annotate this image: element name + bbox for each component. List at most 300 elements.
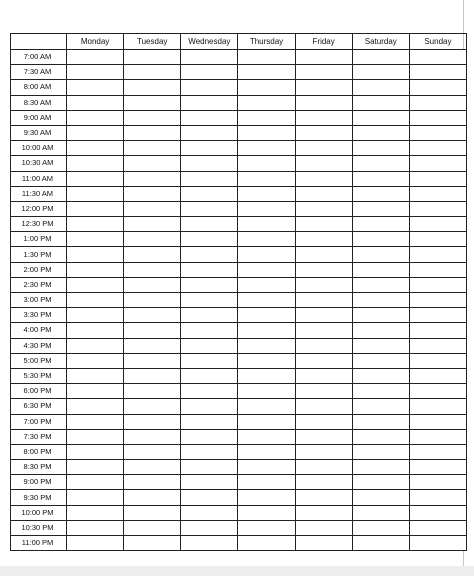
schedule-slot-cell[interactable] [238, 262, 295, 277]
schedule-slot-cell[interactable] [238, 475, 295, 490]
schedule-slot-cell[interactable] [67, 110, 124, 125]
schedule-slot-cell[interactable] [67, 232, 124, 247]
schedule-slot-cell[interactable] [238, 368, 295, 383]
schedule-slot-cell[interactable] [409, 141, 466, 156]
schedule-slot-cell[interactable] [181, 338, 238, 353]
schedule-slot-cell[interactable] [67, 308, 124, 323]
schedule-slot-cell[interactable] [352, 338, 409, 353]
schedule-slot-cell[interactable] [238, 50, 295, 65]
time-label: 9:00 AM [11, 110, 67, 125]
schedule-slot-cell[interactable] [352, 429, 409, 444]
schedule-slot-cell[interactable] [352, 323, 409, 338]
time-slot-row [11, 262, 467, 277]
schedule-slot-cell[interactable] [124, 65, 181, 80]
schedule-slot-cell[interactable] [181, 95, 238, 110]
schedule-slot-cell[interactable] [67, 65, 124, 80]
schedule-slot-cell[interactable] [124, 536, 181, 551]
schedule-slot-cell[interactable] [295, 384, 352, 399]
schedule-slot-cell[interactable] [409, 201, 466, 216]
schedule-slot-cell[interactable] [352, 262, 409, 277]
schedule-slot-cell[interactable] [295, 65, 352, 80]
schedule-slot-cell[interactable] [181, 110, 238, 125]
time-slot-row [11, 353, 467, 368]
schedule-slot-cell[interactable] [409, 505, 466, 520]
schedule-slot-cell[interactable] [238, 414, 295, 429]
schedule-slot-cell[interactable] [124, 384, 181, 399]
schedule-slot-cell[interactable] [124, 520, 181, 535]
schedule-slot-cell[interactable] [409, 277, 466, 292]
schedule-slot-cell[interactable] [352, 171, 409, 186]
time-slot-row [11, 247, 467, 262]
time-slot-row [11, 475, 467, 490]
schedule-slot-cell[interactable] [181, 429, 238, 444]
schedule-slot-cell[interactable] [181, 125, 238, 140]
schedule-slot-cell[interactable] [67, 353, 124, 368]
schedule-slot-cell[interactable] [238, 277, 295, 292]
schedule-slot-cell[interactable] [295, 277, 352, 292]
page-bottom-band [0, 566, 474, 576]
schedule-slot-cell[interactable] [238, 444, 295, 459]
schedule-slot-cell[interactable] [181, 353, 238, 368]
schedule-slot-cell[interactable] [67, 323, 124, 338]
schedule-slot-cell[interactable] [295, 293, 352, 308]
schedule-slot-cell[interactable] [124, 338, 181, 353]
schedule-slot-cell[interactable] [238, 125, 295, 140]
schedule-slot-cell[interactable] [181, 232, 238, 247]
time-label: 7:30 AM [11, 65, 67, 80]
schedule-slot-cell[interactable] [181, 277, 238, 292]
day-header-thursday: Thursday [238, 34, 295, 50]
schedule-slot-cell[interactable] [238, 95, 295, 110]
time-label: 6:30 PM [11, 399, 67, 414]
schedule-slot-cell[interactable] [409, 520, 466, 535]
schedule-slot-cell[interactable] [124, 490, 181, 505]
schedule-slot-cell[interactable] [352, 384, 409, 399]
schedule-slot-cell[interactable] [295, 110, 352, 125]
schedule-slot-cell[interactable] [67, 338, 124, 353]
schedule-slot-cell[interactable] [124, 475, 181, 490]
schedule-slot-cell[interactable] [352, 399, 409, 414]
schedule-slot-cell[interactable] [67, 384, 124, 399]
schedule-slot-cell[interactable] [295, 368, 352, 383]
schedule-slot-cell[interactable] [67, 156, 124, 171]
schedule-slot-cell[interactable] [124, 399, 181, 414]
schedule-slot-cell[interactable] [238, 232, 295, 247]
schedule-slot-cell[interactable] [238, 217, 295, 232]
schedule-slot-cell[interactable] [409, 232, 466, 247]
schedule-slot-cell[interactable] [124, 141, 181, 156]
schedule-slot-cell[interactable] [352, 520, 409, 535]
schedule-slot-cell[interactable] [238, 65, 295, 80]
corner-cell [11, 34, 67, 50]
time-label: 9:30 AM [11, 125, 67, 140]
schedule-slot-cell[interactable] [67, 444, 124, 459]
schedule-slot-cell[interactable] [181, 475, 238, 490]
schedule-slot-cell[interactable] [124, 308, 181, 323]
schedule-slot-cell[interactable] [67, 50, 124, 65]
schedule-slot-cell[interactable] [181, 171, 238, 186]
schedule-slot-cell[interactable] [352, 110, 409, 125]
schedule-body [11, 50, 467, 551]
time-label: 3:30 PM [11, 308, 67, 323]
schedule-slot-cell[interactable] [409, 429, 466, 444]
time-slot-row [11, 293, 467, 308]
schedule-slot-cell[interactable] [295, 141, 352, 156]
schedule-slot-cell[interactable] [352, 201, 409, 216]
schedule-slot-cell[interactable] [238, 399, 295, 414]
schedule-slot-cell[interactable] [238, 384, 295, 399]
schedule-slot-cell[interactable] [181, 323, 238, 338]
schedule-slot-cell[interactable] [352, 141, 409, 156]
schedule-slot-cell[interactable] [295, 80, 352, 95]
schedule-slot-cell[interactable] [295, 505, 352, 520]
schedule-slot-cell[interactable] [409, 338, 466, 353]
schedule-slot-cell[interactable] [295, 201, 352, 216]
schedule-slot-cell[interactable] [124, 414, 181, 429]
schedule-slot-cell[interactable] [124, 277, 181, 292]
schedule-slot-cell[interactable] [67, 475, 124, 490]
schedule-slot-cell[interactable] [352, 156, 409, 171]
schedule-slot-cell[interactable] [181, 201, 238, 216]
schedule-slot-cell[interactable] [67, 277, 124, 292]
schedule-slot-cell[interactable] [181, 141, 238, 156]
day-header-tuesday: Tuesday [124, 34, 181, 50]
schedule-slot-cell[interactable] [295, 353, 352, 368]
schedule-slot-cell[interactable] [124, 186, 181, 201]
schedule-slot-cell[interactable] [181, 460, 238, 475]
schedule-slot-cell[interactable] [124, 201, 181, 216]
time-slot-row [11, 429, 467, 444]
schedule-slot-cell[interactable] [409, 186, 466, 201]
time-slot-row [11, 201, 467, 216]
time-slot-row [11, 460, 467, 475]
schedule-slot-cell[interactable] [409, 95, 466, 110]
schedule-slot-cell[interactable] [124, 125, 181, 140]
schedule-slot-cell[interactable] [295, 95, 352, 110]
schedule-slot-cell[interactable] [295, 414, 352, 429]
time-label: 10:00 AM [11, 141, 67, 156]
schedule-slot-cell[interactable] [181, 65, 238, 80]
schedule-slot-cell[interactable] [67, 80, 124, 95]
schedule-slot-cell[interactable] [295, 125, 352, 140]
schedule-slot-cell[interactable] [352, 308, 409, 323]
schedule-slot-cell[interactable] [295, 247, 352, 262]
time-label: 7:00 AM [11, 50, 67, 65]
schedule-slot-cell[interactable] [295, 399, 352, 414]
schedule-slot-cell[interactable] [181, 156, 238, 171]
schedule-slot-cell[interactable] [67, 490, 124, 505]
schedule-slot-cell[interactable] [352, 232, 409, 247]
schedule-slot-cell[interactable] [295, 536, 352, 551]
schedule-slot-cell[interactable] [295, 460, 352, 475]
time-slot-row [11, 232, 467, 247]
time-label: 2:00 PM [11, 262, 67, 277]
schedule-slot-cell[interactable] [238, 110, 295, 125]
schedule-slot-cell[interactable] [124, 50, 181, 65]
time-slot-row [11, 110, 467, 125]
schedule-slot-cell[interactable] [124, 293, 181, 308]
schedule-slot-cell[interactable] [352, 444, 409, 459]
day-header-wednesday: Wednesday [181, 34, 238, 50]
time-label: 5:00 PM [11, 353, 67, 368]
schedule-slot-cell[interactable] [352, 50, 409, 65]
schedule-slot-cell[interactable] [238, 505, 295, 520]
day-header-sunday: Sunday [409, 34, 466, 50]
time-label: 6:00 PM [11, 384, 67, 399]
time-label: 11:30 AM [11, 186, 67, 201]
schedule-slot-cell[interactable] [181, 444, 238, 459]
schedule-slot-cell[interactable] [352, 186, 409, 201]
schedule-slot-cell[interactable] [124, 460, 181, 475]
schedule-slot-cell[interactable] [238, 536, 295, 551]
schedule-slot-cell[interactable] [124, 262, 181, 277]
schedule-slot-cell[interactable] [238, 186, 295, 201]
schedule-slot-cell[interactable] [124, 429, 181, 444]
schedule-slot-cell[interactable] [181, 308, 238, 323]
time-slot-row [11, 444, 467, 459]
schedule-slot-cell[interactable] [124, 156, 181, 171]
schedule-slot-cell[interactable] [124, 80, 181, 95]
schedule-slot-cell[interactable] [409, 475, 466, 490]
time-slot-row [11, 217, 467, 232]
schedule-slot-cell[interactable] [124, 95, 181, 110]
schedule-slot-cell[interactable] [409, 262, 466, 277]
schedule-slot-cell[interactable] [181, 505, 238, 520]
time-label: 9:00 PM [11, 475, 67, 490]
time-slot-row [11, 171, 467, 186]
schedule-slot-cell[interactable] [238, 141, 295, 156]
schedule-slot-cell[interactable] [409, 80, 466, 95]
schedule-slot-cell[interactable] [295, 50, 352, 65]
schedule-slot-cell[interactable] [67, 171, 124, 186]
schedule-slot-cell[interactable] [124, 110, 181, 125]
schedule-slot-cell[interactable] [67, 141, 124, 156]
schedule-slot-cell[interactable] [295, 156, 352, 171]
time-slot-row [11, 323, 467, 338]
schedule-slot-cell[interactable] [238, 460, 295, 475]
schedule-slot-cell[interactable] [352, 460, 409, 475]
schedule-slot-cell[interactable] [124, 505, 181, 520]
schedule-slot-cell[interactable] [181, 368, 238, 383]
schedule-slot-cell[interactable] [295, 171, 352, 186]
schedule-slot-cell[interactable] [238, 338, 295, 353]
schedule-slot-cell[interactable] [409, 247, 466, 262]
time-slot-row [11, 80, 467, 95]
time-slot-row [11, 520, 467, 535]
time-slot-row [11, 399, 467, 414]
schedule-slot-cell[interactable] [295, 444, 352, 459]
schedule-slot-cell[interactable] [181, 293, 238, 308]
schedule-slot-cell[interactable] [238, 201, 295, 216]
schedule-slot-cell[interactable] [238, 156, 295, 171]
schedule-slot-cell[interactable] [409, 414, 466, 429]
schedule-slot-cell[interactable] [352, 125, 409, 140]
time-slot-row [11, 186, 467, 201]
schedule-slot-cell[interactable] [181, 262, 238, 277]
schedule-slot-cell[interactable] [409, 171, 466, 186]
weekly-schedule-table [10, 33, 467, 551]
schedule-slot-cell[interactable] [352, 475, 409, 490]
schedule-slot-cell[interactable] [181, 217, 238, 232]
schedule-slot-cell[interactable] [409, 536, 466, 551]
time-label: 9:30 PM [11, 490, 67, 505]
schedule-slot-cell[interactable] [238, 80, 295, 95]
schedule-slot-cell[interactable] [295, 475, 352, 490]
time-label: 7:30 PM [11, 429, 67, 444]
time-slot-row [11, 141, 467, 156]
schedule-slot-cell[interactable] [409, 125, 466, 140]
schedule-slot-cell[interactable] [409, 490, 466, 505]
time-label: 5:30 PM [11, 368, 67, 383]
schedule-slot-cell[interactable] [238, 247, 295, 262]
schedule-slot-cell[interactable] [352, 505, 409, 520]
schedule-slot-cell[interactable] [124, 217, 181, 232]
schedule-slot-cell[interactable] [409, 50, 466, 65]
schedule-slot-cell[interactable] [67, 429, 124, 444]
schedule-slot-cell[interactable] [352, 536, 409, 551]
schedule-slot-cell[interactable] [124, 171, 181, 186]
schedule-slot-cell[interactable] [352, 247, 409, 262]
time-slot-row [11, 536, 467, 551]
schedule-slot-cell[interactable] [409, 293, 466, 308]
schedule-slot-cell[interactable] [67, 293, 124, 308]
schedule-slot-cell[interactable] [67, 520, 124, 535]
schedule-slot-cell[interactable] [181, 520, 238, 535]
schedule-slot-cell[interactable] [124, 353, 181, 368]
schedule-slot-cell[interactable] [352, 414, 409, 429]
schedule-slot-cell[interactable] [295, 429, 352, 444]
schedule-slot-cell[interactable] [295, 338, 352, 353]
schedule-slot-cell[interactable] [409, 399, 466, 414]
schedule-slot-cell[interactable] [124, 323, 181, 338]
schedule-slot-cell[interactable] [238, 520, 295, 535]
time-slot-row [11, 65, 467, 80]
day-header-friday: Friday [295, 34, 352, 50]
time-label: 11:00 AM [11, 171, 67, 186]
schedule-slot-cell[interactable] [238, 323, 295, 338]
schedule-slot-cell[interactable] [295, 490, 352, 505]
day-header-saturday: Saturday [352, 34, 409, 50]
schedule-slot-cell[interactable] [67, 460, 124, 475]
schedule-slot-cell[interactable] [67, 125, 124, 140]
schedule-slot-cell[interactable] [67, 414, 124, 429]
schedule-slot-cell[interactable] [352, 277, 409, 292]
time-slot-row [11, 308, 467, 323]
schedule-slot-cell[interactable] [67, 368, 124, 383]
schedule-slot-cell[interactable] [181, 490, 238, 505]
schedule-slot-cell[interactable] [295, 308, 352, 323]
schedule-slot-cell[interactable] [409, 444, 466, 459]
schedule-slot-cell[interactable] [295, 232, 352, 247]
schedule-slot-cell[interactable] [181, 414, 238, 429]
schedule-slot-cell[interactable] [181, 384, 238, 399]
time-label: 3:00 PM [11, 293, 67, 308]
schedule-slot-cell[interactable] [67, 201, 124, 216]
time-slot-row [11, 95, 467, 110]
schedule-slot-cell[interactable] [409, 460, 466, 475]
schedule-slot-cell[interactable] [181, 50, 238, 65]
time-label: 12:30 PM [11, 217, 67, 232]
schedule-slot-cell[interactable] [409, 308, 466, 323]
time-label: 8:30 AM [11, 95, 67, 110]
schedule-slot-cell[interactable] [409, 217, 466, 232]
schedule-slot-cell[interactable] [295, 262, 352, 277]
time-slot-row [11, 490, 467, 505]
time-label: 1:30 PM [11, 247, 67, 262]
schedule-slot-cell[interactable] [124, 247, 181, 262]
time-label: 12:00 PM [11, 201, 67, 216]
schedule-slot-cell[interactable] [409, 368, 466, 383]
schedule-slot-cell[interactable] [295, 323, 352, 338]
time-slot-row [11, 505, 467, 520]
time-slot-row [11, 338, 467, 353]
schedule-slot-cell[interactable] [352, 293, 409, 308]
schedule-slot-cell[interactable] [181, 536, 238, 551]
schedule-slot-cell[interactable] [409, 110, 466, 125]
time-slot-row [11, 414, 467, 429]
schedule-slot-cell[interactable] [67, 186, 124, 201]
schedule-slot-cell[interactable] [238, 308, 295, 323]
time-label: 11:00 PM [11, 536, 67, 551]
schedule-slot-cell[interactable] [67, 536, 124, 551]
schedule-slot-cell[interactable] [238, 490, 295, 505]
time-label: 7:00 PM [11, 414, 67, 429]
schedule-slot-cell[interactable] [409, 323, 466, 338]
schedule-slot-cell[interactable] [409, 384, 466, 399]
schedule-slot-cell[interactable] [67, 247, 124, 262]
schedule-slot-cell[interactable] [352, 65, 409, 80]
schedule-slot-cell[interactable] [67, 217, 124, 232]
schedule-slot-cell[interactable] [352, 490, 409, 505]
time-label: 4:30 PM [11, 338, 67, 353]
schedule-slot-cell[interactable] [295, 217, 352, 232]
schedule-slot-cell[interactable] [181, 186, 238, 201]
schedule-slot-cell[interactable] [352, 353, 409, 368]
schedule-slot-cell[interactable] [295, 186, 352, 201]
schedule-slot-cell[interactable] [352, 95, 409, 110]
schedule-slot-cell[interactable] [67, 262, 124, 277]
time-label: 10:00 PM [11, 505, 67, 520]
time-slot-row [11, 156, 467, 171]
schedule-slot-cell[interactable] [181, 247, 238, 262]
time-slot-row [11, 277, 467, 292]
schedule-slot-cell[interactable] [409, 156, 466, 171]
schedule-slot-cell[interactable] [238, 429, 295, 444]
schedule-slot-cell[interactable] [67, 399, 124, 414]
schedule-slot-cell[interactable] [238, 171, 295, 186]
schedule-slot-cell[interactable] [67, 505, 124, 520]
time-label: 8:00 PM [11, 444, 67, 459]
schedule-slot-cell[interactable] [124, 368, 181, 383]
schedule-slot-cell[interactable] [295, 520, 352, 535]
time-slot-row [11, 125, 467, 140]
time-label: 8:30 PM [11, 460, 67, 475]
schedule-slot-cell[interactable] [124, 232, 181, 247]
schedule-slot-cell[interactable] [409, 65, 466, 80]
schedule-slot-cell[interactable] [352, 80, 409, 95]
schedule-slot-cell[interactable] [124, 444, 181, 459]
schedule-slot-cell[interactable] [238, 293, 295, 308]
schedule-slot-cell[interactable] [352, 368, 409, 383]
schedule-slot-cell[interactable] [67, 95, 124, 110]
schedule-slot-cell[interactable] [181, 399, 238, 414]
schedule-slot-cell[interactable] [409, 353, 466, 368]
day-header-monday: Monday [67, 34, 124, 50]
schedule-slot-cell[interactable] [181, 80, 238, 95]
schedule-slot-cell[interactable] [238, 353, 295, 368]
schedule-slot-cell[interactable] [352, 217, 409, 232]
time-label: 10:30 AM [11, 156, 67, 171]
